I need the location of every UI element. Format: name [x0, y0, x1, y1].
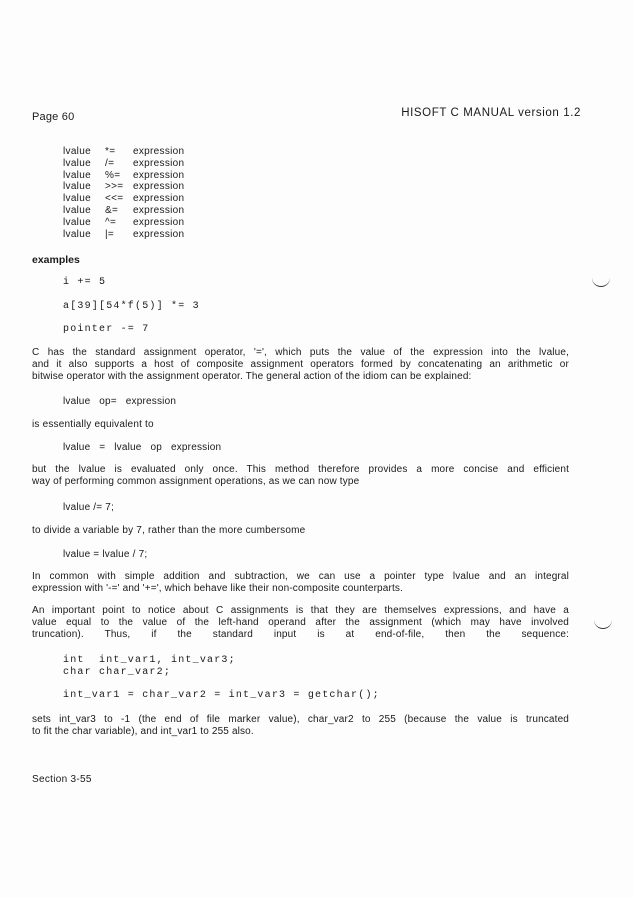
section-footer: Section 3-55 — [32, 774, 92, 785]
text-line: An important point to notice about C assignments is that they are themselves expressions, and have a — [32, 605, 569, 616]
paragraph-pointer-arithmetic — [32, 571, 569, 595]
syntax-line: lvalue |= expression — [63, 228, 185, 240]
syntax-line: lvalue >>= expression — [63, 181, 185, 193]
idiom-syntax: lvalue op= expression — [63, 396, 177, 407]
cumbersome-example: lvalue = lvalue / 7; — [63, 549, 148, 560]
syntax-line: lvalue %= expression — [63, 169, 185, 181]
compound-assignment-syntax-list — [63, 146, 184, 240]
divide-example: lvalue /= 7; — [63, 502, 115, 513]
text-line: truncation). Thus, if the standard input is at end-of-file, then the sequence: — [32, 629, 569, 640]
example-code: pointer -= 7 — [63, 324, 150, 335]
example-code: i += 5 — [63, 277, 107, 288]
text-line: to fit the char variable), and int_var1 to 255 also. — [32, 726, 254, 737]
text-line: way of performing common assignment operations, as we can now type — [32, 476, 360, 487]
equivalence-text: is essentially equivalent to — [32, 419, 154, 430]
page-number: Page 60 — [32, 111, 75, 123]
code-declaration: int int_var1, int_var3; — [63, 655, 236, 666]
text-line: C has the standard assignment operator, '=', which puts the value of the expression into the lvalue, — [32, 347, 569, 358]
divide-text: to divide a variable by 7, rather than the more cumbersome — [32, 525, 306, 536]
syntax-line: lvalue /= expression — [63, 157, 185, 169]
paragraph-assignment-expressions — [32, 605, 569, 641]
syntax-line: lvalue <<= expression — [63, 193, 185, 205]
paragraph-result — [32, 714, 569, 738]
equivalent-expression: lvalue = lvalue op expression — [63, 442, 222, 453]
syntax-line: lvalue &= expression — [63, 204, 185, 216]
code-chained-assignment: int_var1 = char_var2 = int_var3 = getchar(); — [63, 690, 380, 701]
examples-heading: examples — [32, 254, 80, 266]
syntax-line: lvalue ^= expression — [63, 216, 185, 228]
text-line: expression with '-=' and '+=', which behave like their non-composite counterparts. — [32, 583, 403, 594]
paragraph-evaluated-once — [32, 464, 569, 488]
code-declaration: char char_var2; — [63, 667, 172, 678]
text-line: In common with simple addition and subtraction, we can use a pointer type lvalue and an integral — [32, 571, 569, 582]
syntax-line: lvalue *= expression — [63, 146, 185, 157]
manual-title: HISOFT C MANUAL version 1.2 — [401, 107, 581, 119]
example-code: a[39][54*f(5)] *= 3 — [63, 301, 200, 312]
paragraph-assignment-operators — [32, 347, 569, 383]
text-line: value equal to the value of the left-hand operand after the assignment (which may have involved — [32, 617, 569, 628]
text-line: and it also supports a host of composite assignment operators formed by concatenating an arithmetic or — [32, 359, 569, 370]
text-line: bitwise operator with the assignment operator. The general action of the idiom can be explained: — [32, 371, 472, 382]
text-line: but the lvalue is evaluated only once. This method therefore provides a more concise and efficient — [32, 464, 569, 475]
binding-hole-mark — [594, 620, 612, 629]
text-line: sets int_var3 to -1 (the end of file marker value), char_var2 to 255 (because the value is truncated — [32, 714, 569, 725]
binding-hole-mark — [592, 278, 610, 287]
